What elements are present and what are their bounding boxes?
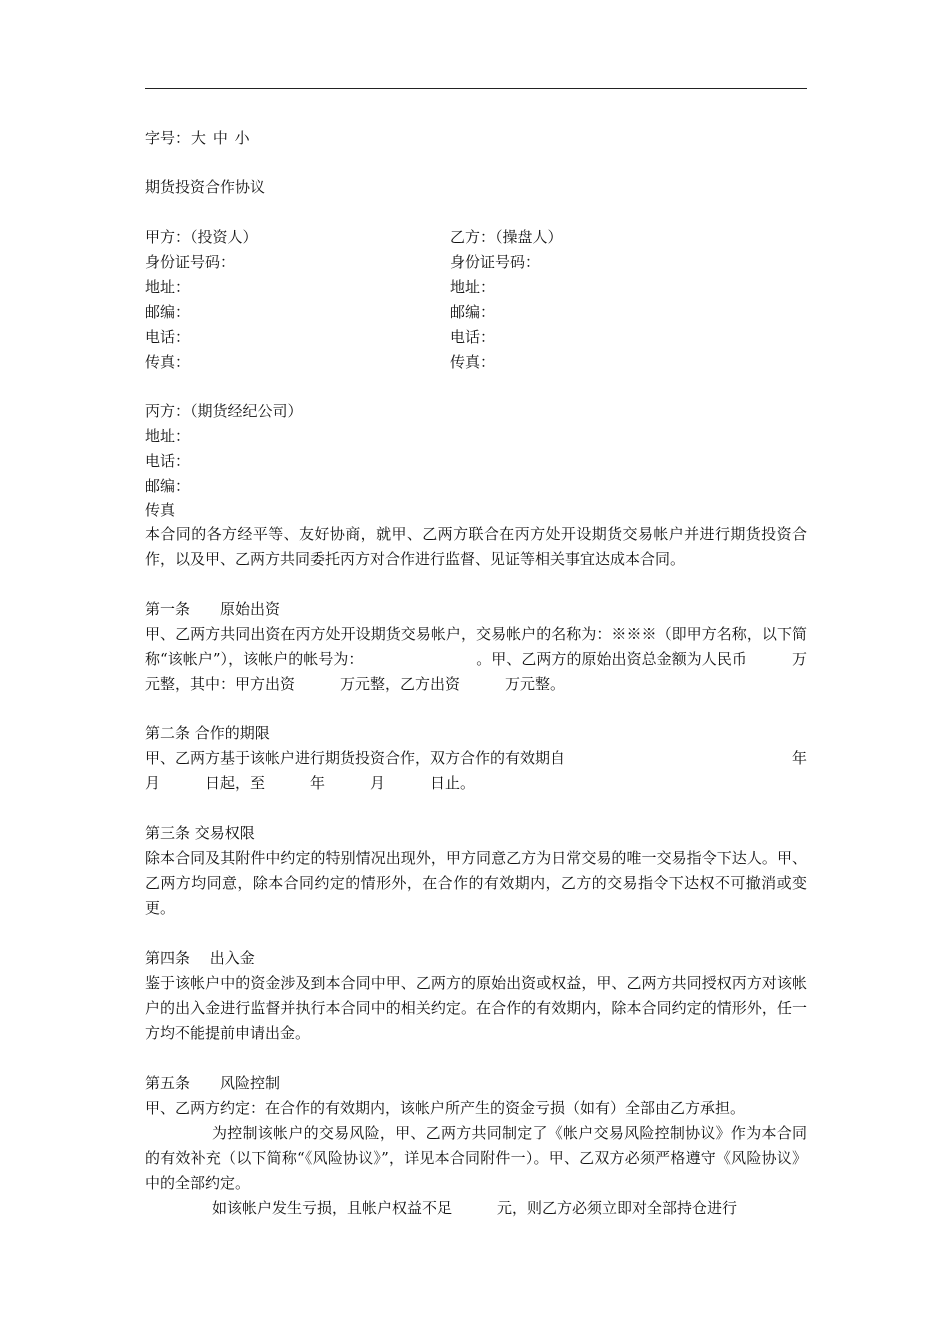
party-b-zip: 邮编：	[450, 303, 496, 321]
article-2-line-1-text: 甲、乙两方基于该帐户进行期货投资合作，双方合作的有效期自	[145, 749, 566, 767]
font-size-large-link[interactable]: 大	[191, 129, 207, 147]
party-a-name: 甲方：（投资人）	[145, 228, 258, 246]
document-title: 期货投资合作协议	[145, 178, 266, 196]
party-c-address: 地址：	[145, 427, 191, 445]
party-c-fax: 传真	[145, 501, 176, 519]
article-5-body	[145, 1096, 807, 1221]
party-b-name: 乙方：（操盘人）	[450, 228, 563, 246]
font-size-selector	[145, 128, 251, 148]
party-a-fax: 传真：	[145, 353, 191, 371]
article-3-heading: 第三条 交易权限	[145, 824, 255, 842]
party-b-id: 身份证号码：	[450, 253, 541, 271]
party-a-zip: 邮编：	[145, 303, 191, 321]
font-size-small-link[interactable]: 小	[234, 129, 250, 147]
article-5-paragraph-2: 为控制该帐户的交易风险，甲、乙两方共同制定了《帐户交易风险控制协议》作为本合同的有效补充（以下简称“《风险协议》”，详见本合同附件一）。甲、乙双方必须严格遵守《风险协议》中的全部约定。	[145, 1124, 807, 1192]
article-2-body	[145, 746, 807, 796]
preamble-paragraph: 本合同的各方经平等、友好协商，就甲、乙两方联合在丙方处开设期货交易帐户并进行期货投资合作，以及甲、乙两方共同委托丙方对合作进行监督、见证等相关事宜达成本合同。	[145, 525, 807, 568]
party-c-zip: 邮编：	[145, 477, 191, 495]
party-b-address: 地址：	[450, 278, 496, 296]
font-size-medium-link[interactable]: 中	[212, 129, 228, 147]
article-2-line-2: 月 日起，至 年 月 日止。	[145, 774, 476, 792]
article-5-paragraph-3: 如该帐户发生亏损，且帐户权益不足 元，则乙方必须立即对全部持仓进行	[212, 1199, 738, 1217]
article-2-line-1-year: 年	[791, 749, 807, 767]
party-a-phone: 电话：	[145, 328, 191, 346]
article-3-body: 除本合同及其附件中约定的特别情况出现外，甲方同意乙方为日常交易的唯一交易指令下达人。甲、乙两方均同意，除本合同约定的情形外，在合作的有效期内，乙方的交易指令下达权不可撤消或变更。	[145, 849, 807, 917]
party-a-id: 身份证号码：	[145, 253, 236, 271]
party-b-phone: 电话：	[450, 328, 496, 346]
article-1-body: 甲、乙两方共同出资在丙方处开设期货交易帐户，交易帐户的名称为：※※※（即甲方名称，以下简称“该帐户”），该帐户的帐号为： 。甲、乙两方的原始出资总金额为人民币 万元整，其中：甲方出资 万元整，乙方出资 万元整。	[145, 625, 807, 693]
article-4-heading: 第四条 出入金	[145, 949, 255, 967]
top-divider	[145, 88, 807, 89]
article-5-paragraph-1: 甲、乙两方约定：在合作的有效期内，该帐户所产生的资金亏损（如有）全部由乙方承担。	[145, 1099, 746, 1117]
party-c-name: 丙方：（期货经纪公司）	[145, 402, 303, 420]
article-4-body: 鉴于该帐户中的资金涉及到本合同中甲、乙两方的原始出资或权益，甲、乙两方共同授权丙方对该帐户的出入金进行监督并执行本合同中的相关约定。在合作的有效期内，除本合同约定的情形外，任一方均不能提前申请出金。	[145, 974, 807, 1042]
party-c-phone: 电话：	[145, 452, 191, 470]
party-a-address: 地址：	[145, 278, 191, 296]
article-5-heading: 第五条 风险控制	[145, 1074, 281, 1092]
party-b-fax: 传真：	[450, 353, 496, 371]
font-size-label: 字号：	[145, 129, 191, 147]
article-2-heading: 第二条 合作的期限	[145, 724, 270, 742]
article-1-heading: 第一条 原始出资	[145, 600, 281, 618]
